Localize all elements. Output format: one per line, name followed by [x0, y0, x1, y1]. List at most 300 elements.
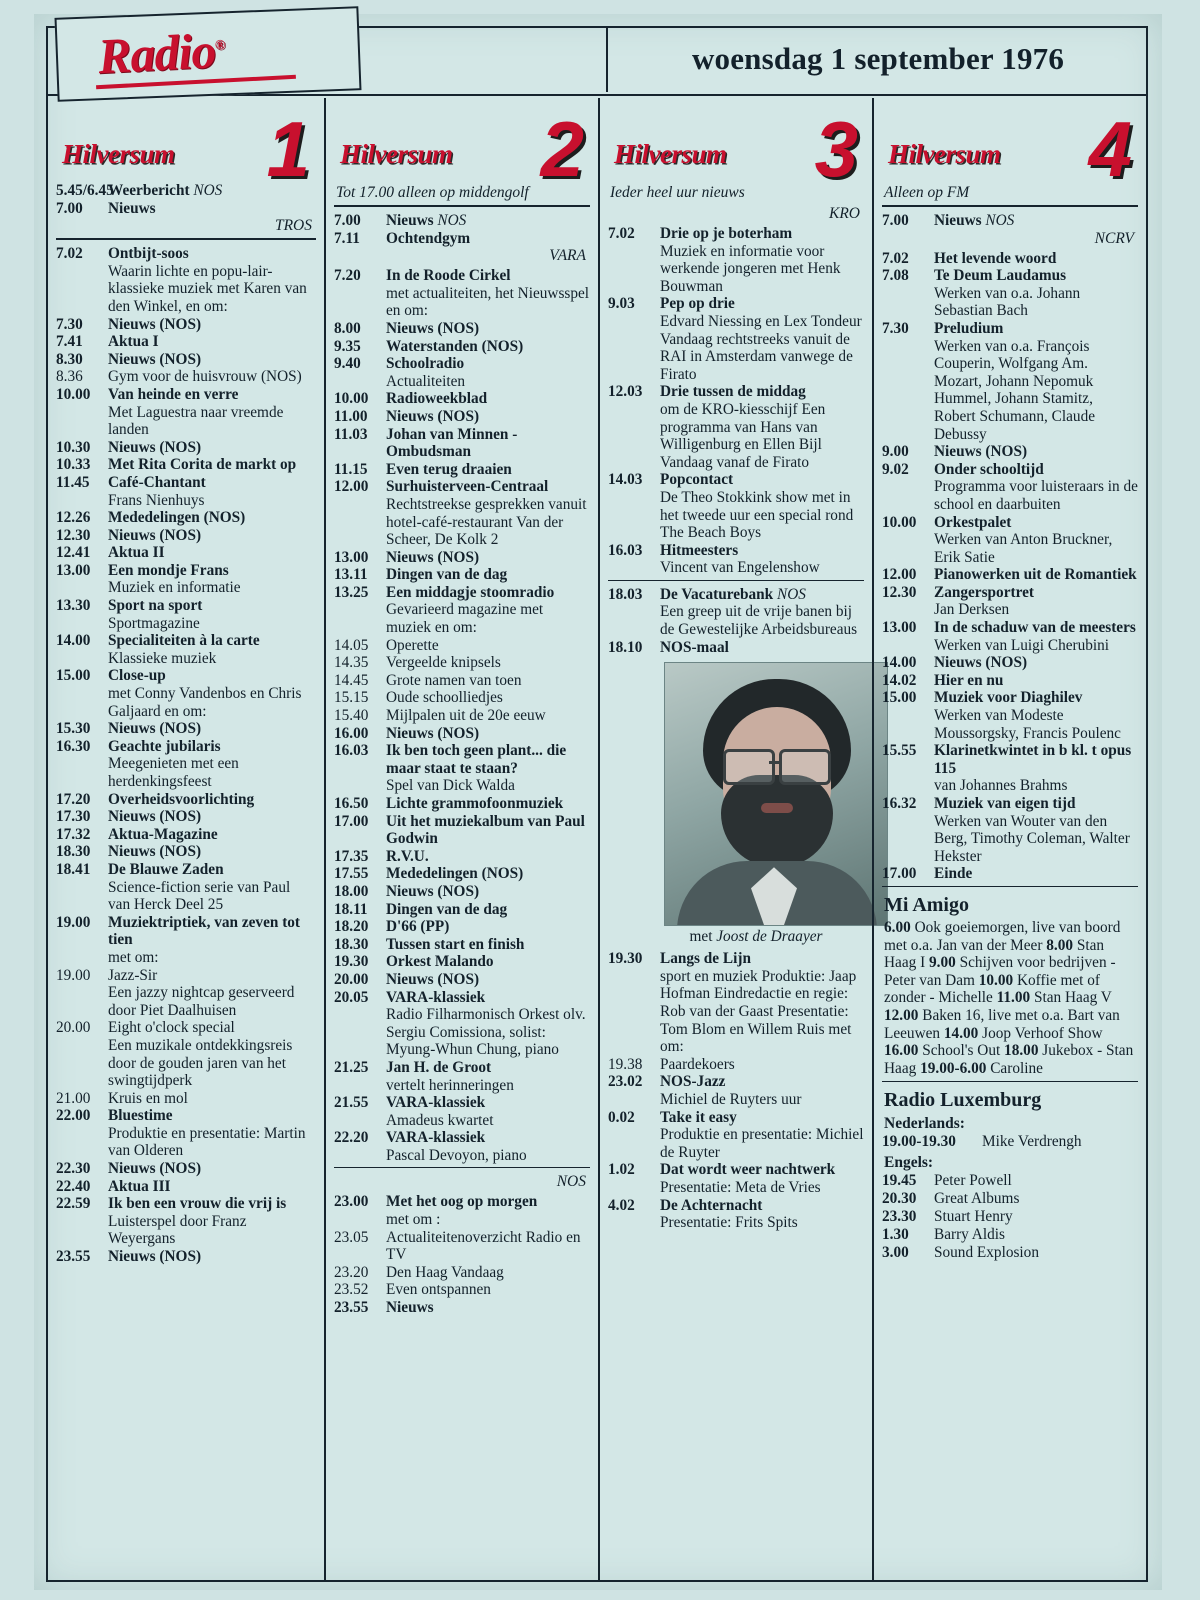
- item-title: Preludium: [934, 319, 1004, 337]
- list-item: [334, 848, 590, 866]
- list-item: [56, 474, 316, 509]
- list-item: [334, 1229, 590, 1264]
- item-time: 17.32: [56, 825, 91, 843]
- item-time: 16.03: [608, 541, 643, 559]
- list-item: [882, 443, 1138, 461]
- item-description: vertelt herinneringen: [386, 1076, 514, 1094]
- schedule-list-3: [608, 225, 864, 577]
- list-item: [56, 351, 316, 369]
- list-item: [608, 1109, 864, 1162]
- item-title: Pep op drie: [660, 295, 735, 313]
- item-time: 19.00: [56, 913, 91, 931]
- item-time: 13.11: [334, 566, 368, 584]
- item-time: 15.00: [882, 689, 917, 707]
- list-item: [882, 584, 1138, 619]
- divider: [882, 205, 1138, 207]
- item-title: Dingen van de dag: [386, 900, 508, 918]
- item-description: Klassieke muziek: [108, 649, 217, 667]
- list-item: [882, 689, 1138, 742]
- list-item: [334, 672, 590, 690]
- item-title: Langs de Lijn: [660, 950, 751, 968]
- item-description: Rechtstreekse gesprekken vanuit hotel-café-restaurant Van der Scheer, De Kolk 2: [386, 495, 587, 549]
- item-title: Nieuws (NOS): [934, 654, 1028, 672]
- item-title: Aktua-Magazine: [108, 825, 218, 843]
- item-time: 13.00: [882, 619, 917, 637]
- item-title: Dat wordt weer nachtwerk: [660, 1161, 836, 1179]
- item-time: 15.55: [882, 742, 917, 760]
- item-title: Sound Explosion: [934, 1244, 1039, 1262]
- item-title: Actualiteitenoverzicht Radio en TV: [386, 1228, 581, 1264]
- item-description: met Conny Vandenbos en Chris Galjaard en om:: [108, 685, 302, 720]
- schedule-list-4: [882, 250, 1138, 883]
- item-title: Nieuws (NOS): [108, 1160, 202, 1178]
- column-4-name: Hilversum: [888, 139, 1001, 169]
- list-item: [56, 245, 316, 315]
- item-time: 4.02: [608, 1196, 635, 1214]
- item-title: Nieuws (NOS): [108, 808, 202, 826]
- item-time: 21.55: [334, 1094, 369, 1112]
- item-description: met om:: [108, 948, 159, 966]
- item-time: 14.45: [334, 671, 369, 689]
- item-title: Vergeelde knipsels: [386, 654, 501, 672]
- item-time: 12.30: [882, 583, 917, 601]
- item-time: 12.03: [608, 383, 643, 401]
- list-item: [56, 1195, 316, 1248]
- item-time: 7.11: [334, 229, 360, 247]
- item-description: Frans Nienhuys: [108, 491, 205, 509]
- item-time: 16.03: [334, 742, 369, 760]
- date-box: [606, 26, 1148, 92]
- item-time: 7.00: [56, 199, 83, 217]
- item-title: Mededelingen (NOS): [386, 865, 524, 883]
- schedule-list-2b: [334, 1193, 590, 1316]
- list-item: [608, 295, 864, 383]
- list-item: [334, 953, 590, 971]
- item-time: 8.00: [334, 319, 361, 337]
- item-description: om de KRO-kiesschijf Een programma van Hans van Willigenburg en Ellen Bijl Vandaag vanaf de Firato: [660, 400, 826, 471]
- item-time: 17.55: [334, 865, 369, 883]
- list-item: [882, 320, 1138, 443]
- list-item: [882, 1172, 1138, 1190]
- schedule-list-3b: [608, 950, 864, 1232]
- item-time: 23.00: [334, 1193, 369, 1211]
- item-time: 19.30: [334, 953, 369, 971]
- item-title: Nieuws: [386, 1299, 434, 1317]
- item-time: 12.41: [56, 544, 91, 562]
- item-description: Sportmagazine: [108, 614, 200, 632]
- item-time: 20.00: [334, 970, 369, 988]
- item-description: Waarin lichte en popu-lair-klassieke muziek met Karen van den Winkel, en om:: [108, 262, 307, 315]
- list-item: [56, 456, 316, 474]
- item-title: Stuart Henry: [934, 1208, 1013, 1226]
- item-title: Een mondje Frans: [108, 561, 229, 579]
- item-time: 3.00: [882, 1244, 909, 1262]
- item-title: Onder schooltijd: [934, 460, 1044, 478]
- item-time: 21.25: [334, 1058, 369, 1076]
- item-title: De Achternacht: [660, 1196, 763, 1214]
- item-title: Nieuws (NOS): [386, 319, 480, 337]
- list-item: [56, 667, 316, 720]
- item-time: 10.00: [334, 390, 369, 408]
- logo-label: Radio: [96, 22, 217, 85]
- item-time: 20.05: [334, 988, 369, 1006]
- item-description: Programma voor luisteraars in de school en daarbuiten: [934, 478, 1138, 513]
- list-item: [56, 316, 316, 334]
- item-title: Nieuws (NOS): [934, 443, 1028, 461]
- list-item: [56, 544, 316, 562]
- item-title: Drie op je boterham: [660, 225, 793, 242]
- item-time: 11.00: [334, 407, 368, 425]
- photo-glasses-right: [779, 749, 831, 785]
- list-item: [56, 791, 316, 809]
- item-time: 7.30: [882, 319, 909, 337]
- broadcaster-ncrv: NCRV: [1094, 229, 1134, 247]
- list-item: [608, 1197, 864, 1232]
- list-item: [334, 989, 590, 1059]
- item-title: Aktua III: [108, 1177, 171, 1195]
- item-broadcaster: NOS: [193, 182, 223, 199]
- item-title: D'66 (PP): [386, 918, 450, 936]
- list-item: [334, 1299, 590, 1317]
- column-4-note: Alleen op FM: [884, 184, 970, 201]
- item-time: 16.30: [56, 737, 91, 755]
- item-time: 1.02: [608, 1161, 635, 1179]
- item-time: 8.30: [56, 350, 83, 368]
- item-title: De Vacaturebank NOS: [660, 585, 806, 603]
- item-title: Eight o'clock special: [108, 1019, 235, 1037]
- item-title: Uit het muziekalbum van Paul Godwin: [386, 812, 585, 848]
- presenter-photo: [664, 662, 888, 926]
- item-time: 9.00: [882, 443, 909, 461]
- item-title: Johan van Minnen - Ombudsman: [386, 425, 518, 461]
- list-item: [608, 586, 864, 639]
- item-time: 9.03: [608, 295, 635, 313]
- item-description: met actualiteiten, het Nieuwsspel en om:: [386, 284, 590, 320]
- item-title: Ik ben een vrouw die vrij is: [108, 1195, 287, 1213]
- item-description: sport en muziek Produktie: Jaap Hofman Eindredactie en regie: Rob van der Gaast Presentatie: Tom Blom en Willem Ruis met om:: [660, 967, 857, 1056]
- item-description: Werken van Luigi Cherubini: [934, 636, 1110, 654]
- list-item: [882, 1208, 1138, 1226]
- list-item: [882, 1190, 1138, 1208]
- item-title: Barry Aldis: [934, 1226, 1005, 1244]
- item-title: Kruis en mol: [108, 1089, 188, 1107]
- item-time: 18.11: [334, 900, 368, 918]
- item-title: Grote namen van toen: [386, 671, 522, 689]
- item-title: Nieuws (NOS): [108, 843, 202, 861]
- item-time: 19.45: [882, 1172, 917, 1190]
- item-title: Café-Chantant: [108, 473, 206, 491]
- item-description: Muziek en informatie: [108, 579, 241, 597]
- photo-glasses-left: [723, 749, 775, 785]
- item-title: Hier en nu: [934, 671, 1004, 689]
- list-item: [334, 1193, 590, 1228]
- list-item: [56, 509, 316, 527]
- item-description: Produktie en presentatie: Martin van Olderen: [108, 1124, 306, 1160]
- item-time: 16.00: [334, 724, 369, 742]
- item-title: Overheidsvoorlichting: [108, 790, 255, 808]
- list-item: [882, 742, 1138, 795]
- item-description: met om :: [386, 1211, 441, 1229]
- item-description: Amadeus kwartet: [386, 1111, 494, 1129]
- item-time: 22.30: [56, 1160, 91, 1178]
- list-item: [882, 566, 1138, 584]
- item-title: Aktua I: [108, 333, 159, 351]
- item-time: 17.20: [56, 790, 91, 808]
- schedule-list-2-top: [334, 212, 590, 247]
- item-time: 12.00: [882, 566, 917, 584]
- item-time: 9.40: [334, 355, 361, 373]
- item-time: 18.03: [608, 585, 643, 603]
- item-title: Ontbijt-soos: [108, 245, 189, 263]
- item-title: Operette: [386, 636, 439, 654]
- list-item: [882, 514, 1138, 567]
- list-item: [334, 936, 590, 954]
- item-time: 15.40: [334, 707, 369, 725]
- item-title: Oude schoolliedjes: [386, 689, 503, 707]
- item-title: Lichte grammofoonmuziek: [386, 795, 564, 812]
- list-item: [334, 901, 590, 919]
- item-time: 23.05: [334, 1228, 369, 1246]
- item-time: 16.50: [334, 795, 369, 812]
- item-time: 7.08: [882, 267, 909, 285]
- item-title: Ochtendgym: [386, 229, 471, 247]
- list-item: [882, 865, 1138, 883]
- masthead: [46, 22, 1148, 96]
- item-time: 18.41: [56, 860, 91, 878]
- item-time: 23.55: [56, 1248, 91, 1266]
- list-item: [56, 861, 316, 914]
- item-time: 11.03: [334, 425, 368, 443]
- list-item: [56, 808, 316, 826]
- item-description: Presentatie: Meta de Vries: [660, 1178, 821, 1196]
- item-title: Nieuws (NOS): [108, 350, 202, 368]
- item-time: 22.20: [334, 1129, 369, 1147]
- luxemburg-list-en: [882, 1172, 1138, 1262]
- list-item: [334, 971, 590, 989]
- caption-prefix: met: [689, 928, 717, 946]
- item-time: 14.00: [56, 632, 91, 650]
- item-title: Mijlpalen uit de 20e eeuw: [386, 707, 546, 725]
- logo-text: [97, 21, 227, 86]
- item-time: 11.45: [56, 473, 90, 491]
- item-time: 7.00: [334, 212, 361, 229]
- item-title: Nieuws (NOS): [386, 970, 480, 988]
- item-time: 23.30: [882, 1208, 917, 1226]
- item-time: 18.00: [334, 882, 369, 900]
- item-title: Dingen van de dag: [386, 566, 508, 584]
- item-title: Specialiteiten à la carte: [108, 632, 260, 650]
- item-title: Gym voor de huisvrouw (NOS): [108, 368, 302, 386]
- photo-glasses-bridge: [769, 761, 779, 764]
- list-item: [334, 390, 590, 408]
- item-time: 7.02: [608, 225, 635, 242]
- item-title: Bluestime: [108, 1107, 173, 1125]
- item-time: 18.30: [56, 843, 91, 861]
- item-time: 7.02: [882, 249, 909, 267]
- photo-mouth: [761, 803, 793, 813]
- item-title: Einde: [934, 865, 973, 883]
- item-title: Zangersportret: [934, 583, 1034, 601]
- luxemburg-engels-label: Engels:: [884, 1154, 934, 1172]
- item-title: Een middagje stoomradio: [386, 583, 555, 601]
- item-time: 8.36: [56, 368, 83, 386]
- item-description: Spel van Dick Walda: [386, 777, 515, 795]
- item-title: Het levende woord: [934, 249, 1057, 267]
- item-time: 15.30: [56, 720, 91, 738]
- list-item: [56, 182, 316, 200]
- column-2-number: 2: [540, 105, 584, 193]
- item-time: 17.00: [882, 865, 917, 883]
- column-4-number: 4: [1088, 105, 1132, 193]
- item-time: 15.15: [334, 689, 369, 707]
- list-item: [882, 1133, 1138, 1151]
- item-broadcaster: NOS: [985, 212, 1015, 229]
- item-title: In de Roode Cirkel: [386, 267, 511, 285]
- list-item: [334, 795, 590, 813]
- item-time: 20.30: [882, 1190, 917, 1208]
- list-item: [334, 742, 590, 795]
- item-time: 0.02: [608, 1108, 635, 1126]
- list-item: [56, 386, 316, 439]
- list-item: [608, 1073, 864, 1108]
- list-item: [882, 267, 1138, 320]
- list-item: [56, 1019, 316, 1089]
- item-title: Even terug draaien: [386, 460, 512, 478]
- column-2-name: Hilversum: [340, 139, 453, 169]
- item-time: 10.30: [56, 438, 91, 456]
- list-item: [334, 918, 590, 936]
- item-description: Een greep uit de vrije banen bij de Gewestelijke Arbeidsbureaus: [660, 603, 858, 639]
- item-title: Pianowerken uit de Romantiek: [934, 566, 1137, 584]
- item-title: Nieuws (NOS): [108, 526, 202, 544]
- list-item: [882, 672, 1138, 690]
- list-item: [334, 1129, 590, 1164]
- item-description: Vincent van Engelenshow: [660, 559, 820, 577]
- item-description: Werken van o.a. Johann Sebastian Bach: [934, 284, 1081, 320]
- item-title: In de schaduw van de meesters: [934, 619, 1136, 637]
- item-time: 19.30: [608, 950, 643, 968]
- item-time: 9.02: [882, 460, 909, 478]
- item-title: R.V.U.: [386, 847, 429, 865]
- item-title: VARA-klassiek: [386, 988, 486, 1006]
- item-title: Peter Powell: [934, 1172, 1012, 1190]
- divider: [334, 1167, 590, 1168]
- item-description: De Theo Stokkink show met in het tweede uur een special rond The Beach Boys: [660, 488, 854, 542]
- column-hilversum-1: [48, 98, 324, 1580]
- list-item: [882, 654, 1138, 672]
- item-title: Te Deum Laudamus: [934, 267, 1067, 285]
- item-time: 19.38: [608, 1055, 643, 1073]
- item-title: Aktua II: [108, 544, 165, 562]
- item-time: 13.00: [56, 561, 91, 579]
- list-item: [334, 230, 590, 248]
- item-title: De Blauwe Zaden: [108, 860, 224, 878]
- item-time: 13.00: [334, 548, 369, 566]
- list-item: [334, 426, 590, 461]
- list-item: [882, 250, 1138, 268]
- item-title: Muziek van eigen tijd: [934, 795, 1076, 812]
- item-title: Geachte jubilaris: [108, 737, 221, 755]
- list-item: [334, 584, 590, 637]
- list-item: [334, 461, 590, 479]
- item-time: 7.00: [882, 212, 909, 229]
- item-title: Weerbericht NOS: [108, 182, 223, 199]
- item-time: 5.45/6.45: [56, 182, 114, 199]
- item-title: Nieuws (NOS): [108, 438, 202, 456]
- list-item: [56, 1248, 316, 1266]
- list-item: [334, 1094, 590, 1129]
- list-item: [608, 383, 864, 471]
- item-description: Presentatie: Frits Spits: [660, 1214, 798, 1232]
- list-item: [882, 1226, 1138, 1244]
- column-hilversum-3: [598, 98, 872, 1580]
- column-hilversum-2: [324, 98, 598, 1580]
- list-item: [56, 562, 316, 597]
- luxemburg-nederlands-label: Nederlands:: [884, 1115, 965, 1133]
- list-item: [56, 333, 316, 351]
- item-title: VARA-klassiek: [386, 1094, 486, 1112]
- item-title: NOS-Jazz: [660, 1073, 726, 1091]
- item-title: Mike Verdrengh: [982, 1133, 1082, 1151]
- item-title: Nieuws: [108, 199, 156, 217]
- item-time: 10.00: [56, 385, 91, 403]
- item-title: Jan H. de Groot: [386, 1058, 492, 1076]
- list-item: [608, 225, 864, 295]
- schedule-list-1-top: [56, 182, 316, 217]
- list-item: [334, 1281, 590, 1299]
- item-time: 23.20: [334, 1263, 369, 1281]
- item-time: 17.00: [334, 812, 369, 830]
- list-item: [56, 967, 316, 1020]
- item-description: Produktie en presentatie: Michiel de Ruyter: [660, 1126, 864, 1161]
- registered-mark-icon: ®: [214, 38, 225, 54]
- item-description: Werken van Anton Bruckner, Erik Satie: [934, 531, 1113, 566]
- item-time: 14.00: [882, 654, 917, 672]
- page-date: woensdag 1 september 1976: [691, 41, 1065, 76]
- list-item: [334, 689, 590, 707]
- list-item: [56, 738, 316, 791]
- item-time: 15.00: [56, 667, 91, 685]
- item-title: Muziek voor Diaghilev: [934, 689, 1083, 707]
- list-item: [334, 1059, 590, 1094]
- column-3-number: 3: [814, 105, 858, 193]
- item-time: 9.35: [334, 337, 361, 355]
- list-item: [56, 368, 316, 386]
- list-item: [56, 843, 316, 861]
- list-item: [334, 725, 590, 743]
- list-item: [56, 439, 316, 457]
- item-title: Even ontspannen: [386, 1281, 491, 1299]
- mi-amigo-title: Mi Amigo: [884, 893, 969, 916]
- item-description: Radio Filharmonisch Orkest olv. Sergiu Comissiona, solist: Myung-Whun Chung, piano: [386, 1006, 586, 1059]
- item-description: Michiel de Ruyters uur: [660, 1091, 802, 1108]
- divider: [334, 205, 590, 207]
- item-time: 14.05: [334, 636, 369, 654]
- list-item: [56, 1160, 316, 1178]
- list-item: [608, 471, 864, 541]
- item-time: 18.10: [608, 638, 643, 656]
- item-title: Tussen start en finish: [386, 935, 525, 953]
- list-item: [882, 795, 1138, 865]
- item-description: Een jazzy nightcap geserveerd door Piet Daalhuisen: [108, 984, 295, 1019]
- list-item: [334, 338, 590, 356]
- column-1-number: 1: [266, 105, 310, 193]
- list-item: [882, 212, 1138, 230]
- caption-name: Joost de Draayer: [716, 928, 823, 946]
- list-item: [56, 200, 316, 218]
- divider: [882, 1081, 1138, 1082]
- item-description: Met Laguestra naar vreemde landen: [108, 403, 284, 439]
